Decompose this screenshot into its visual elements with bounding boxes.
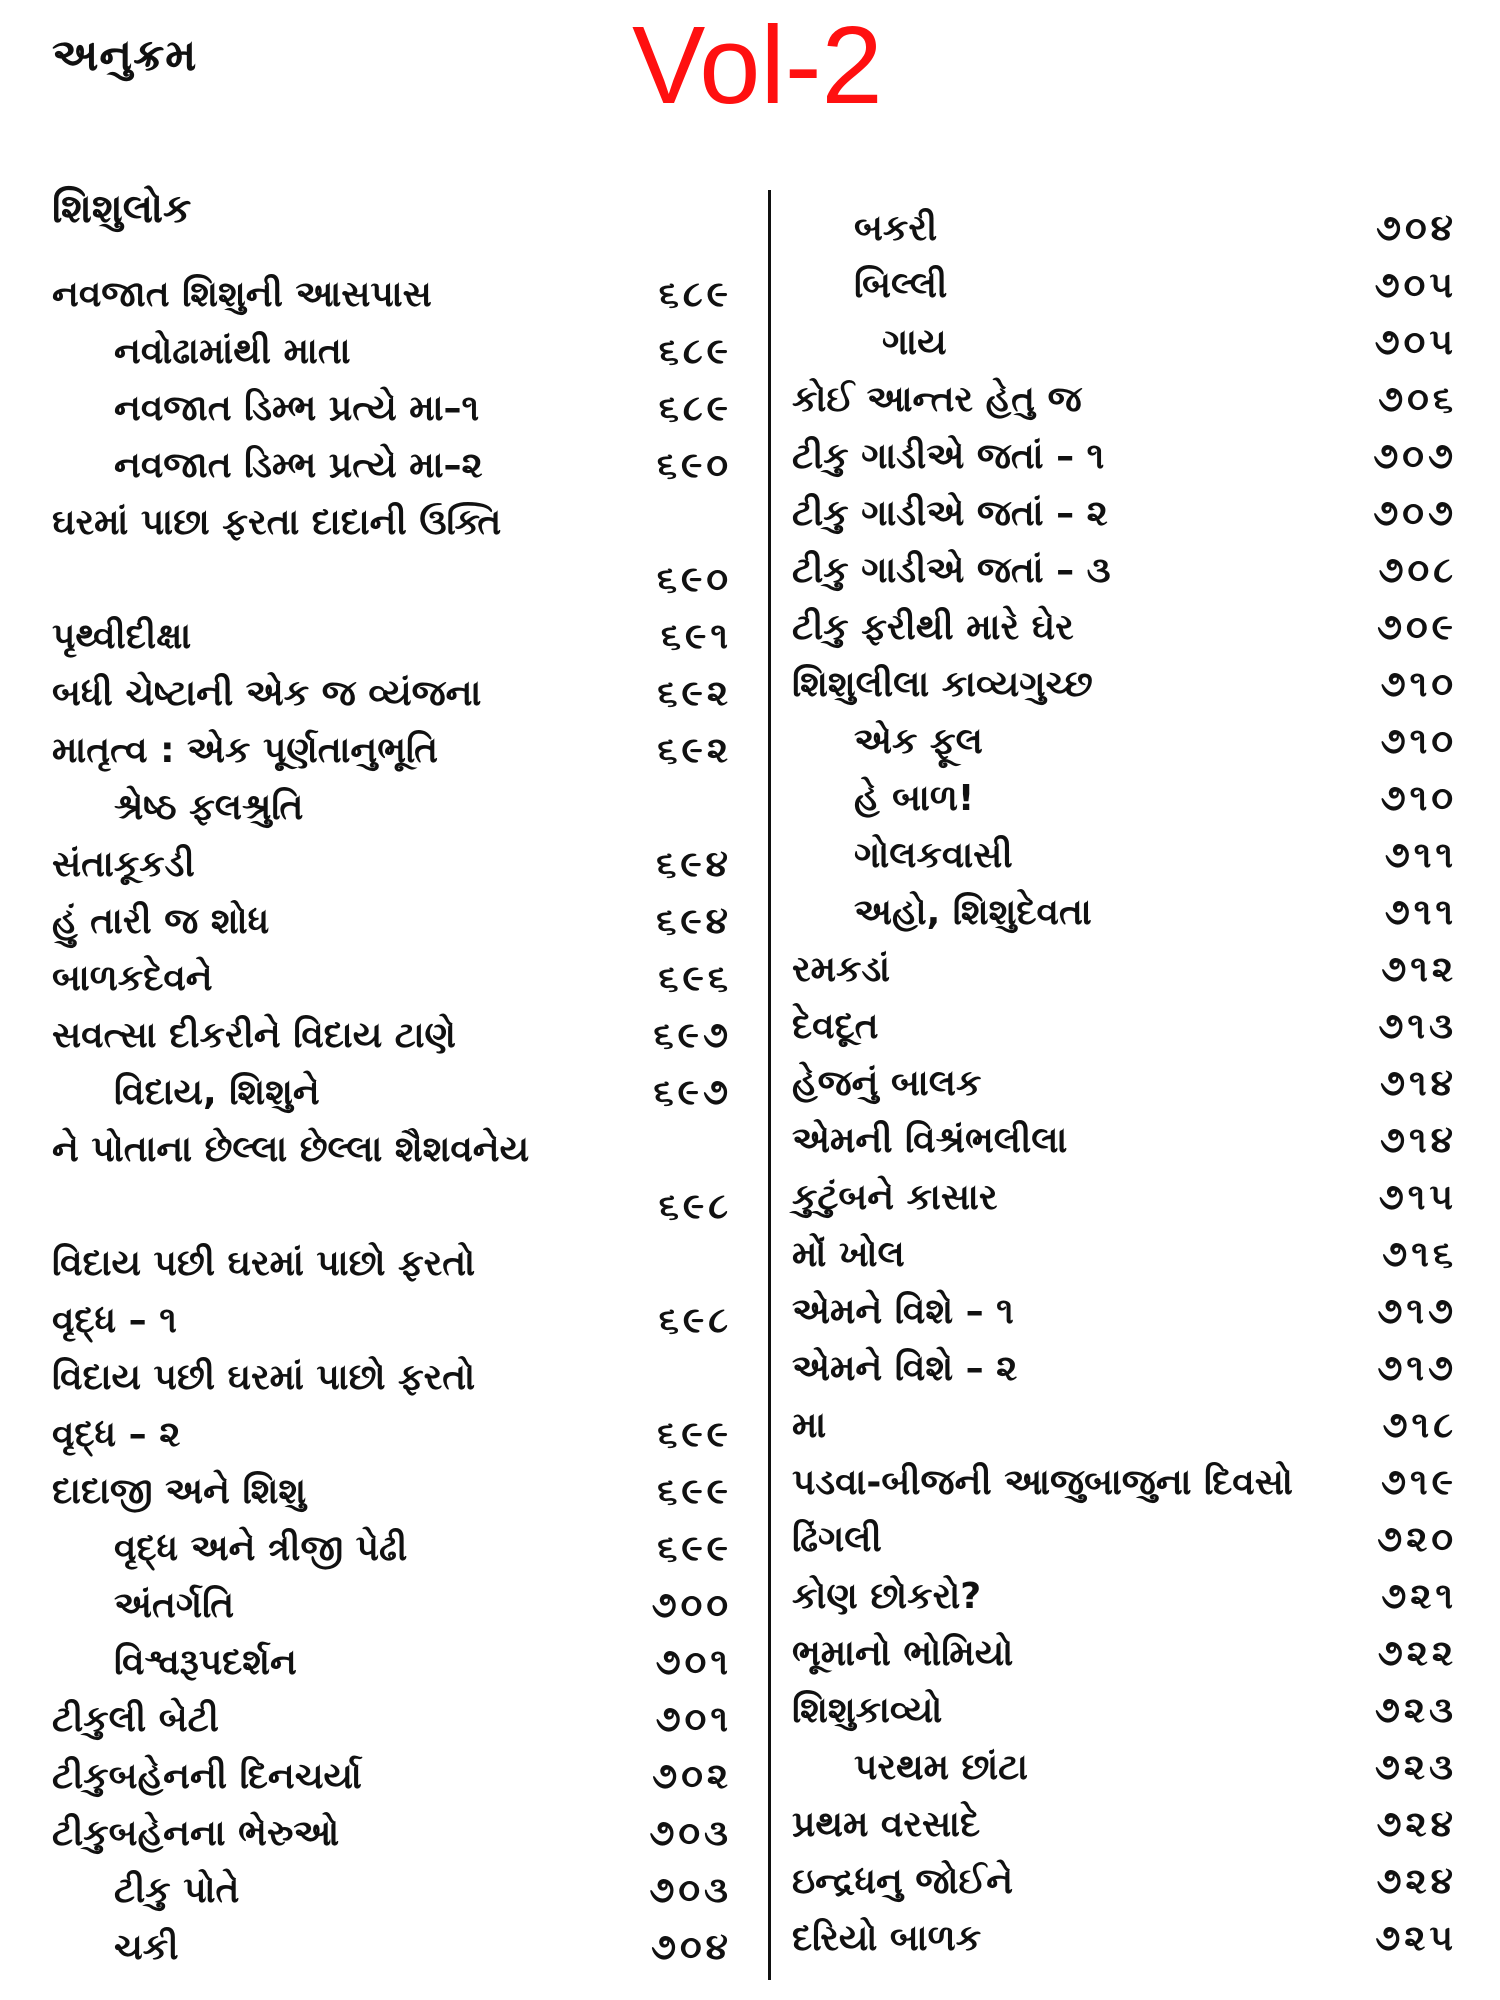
toc-entry <box>792 371 1457 428</box>
toc-entry-title: વિદાય પછી ઘરમાં પાછો ફરતો <box>52 1243 476 1284</box>
toc-entry-title: બકરી <box>854 208 938 249</box>
toc-entry-page: ૬૯૭ <box>653 1015 732 1056</box>
toc-entry <box>52 608 732 665</box>
toc-entry <box>52 380 732 437</box>
toc-entry <box>792 770 1457 827</box>
toc-entry <box>52 1235 732 1292</box>
toc-entry-title: પૃથ્વીદીક્ષા <box>52 616 192 657</box>
toc-entry-page: ૬૯૨ <box>657 730 732 771</box>
toc-entry-page: ૭૨૪ <box>1376 1861 1457 1902</box>
toc-entry-title: સંતાકૂકડી <box>52 844 195 885</box>
toc-entry <box>792 827 1457 884</box>
toc-entry <box>52 1121 732 1178</box>
toc-entry <box>792 1682 1457 1739</box>
toc-entry <box>52 665 732 722</box>
toc-entry-page: ૭૧૩ <box>1378 1006 1457 1047</box>
toc-right-column <box>792 200 1457 1967</box>
toc-entry-title: ચકી <box>114 1927 179 1968</box>
toc-entry-title: એમને વિશે – ૨ <box>792 1348 1018 1389</box>
toc-entry-title: હું તારી જ શોધ <box>52 901 270 942</box>
toc-entry-page: ૭૦૪ <box>650 1927 732 1968</box>
toc-entry-title: નવોઢામાંથી માતા <box>114 331 351 372</box>
toc-entry <box>52 1463 732 1520</box>
toc-entry-title: શિશુલીલા કાવ્યગુચ્છ <box>792 664 1093 705</box>
toc-entry-title: એક ફૂલ <box>854 721 983 762</box>
toc-entry-page: ૭૧૧ <box>1384 892 1457 933</box>
toc-entry-title: અહો, શિશુદેવતા <box>854 892 1092 933</box>
toc-entry-page: ૭૦૦ <box>651 1585 732 1626</box>
toc-entry <box>792 1169 1457 1226</box>
toc-entry-page: ૬૯૨ <box>657 673 732 714</box>
toc-entry-title: એમને વિશે – ૧ <box>792 1291 1014 1332</box>
toc-entry-page: ૬૯૯ <box>657 1528 732 1569</box>
toc-entry <box>52 1805 732 1862</box>
toc-entry <box>52 893 732 950</box>
toc-entry <box>52 1691 732 1748</box>
toc-entry-page: ૭૨૩ <box>1374 1690 1457 1731</box>
toc-entry <box>792 485 1457 542</box>
toc-entry-page: ૬૮૯ <box>658 331 732 372</box>
toc-title: અનુક્રમ <box>52 30 198 81</box>
toc-entry-title: ટીકુ ગાડીએ જતાં – ૩ <box>792 550 1111 591</box>
toc-entry-title: ટીકુબહેનના ભેરુઓ <box>52 1813 340 1854</box>
toc-entry-title: ને પોતાના છેલ્લા છેલ્લા શૈશવનેય <box>52 1129 530 1170</box>
toc-entry <box>792 713 1457 770</box>
toc-entry-page: ૭૧૭ <box>1377 1348 1457 1389</box>
toc-entry-page: ૬૯૪ <box>656 844 732 885</box>
toc-entry <box>52 836 732 893</box>
toc-entry-title: રમકડાં <box>792 949 891 990</box>
toc-entry <box>792 1568 1457 1625</box>
column-divider <box>768 190 771 1980</box>
toc-entry <box>792 599 1457 656</box>
toc-entry-page: ૭૧૯ <box>1381 1462 1457 1503</box>
toc-entry <box>792 884 1457 941</box>
toc-entry-title: બાળકદેવને <box>52 958 213 999</box>
toc-entry-page: ૬૯૦ <box>656 559 732 600</box>
toc-entry-title: મોં ખોલ <box>792 1234 905 1275</box>
toc-entry-title: પડવા-બીજની આજુબાજુના દિવસો <box>792 1462 1293 1503</box>
toc-entry-page: ૭૧૨ <box>1381 949 1457 990</box>
toc-entry <box>792 314 1457 371</box>
toc-entry-title: શિશુકાવ્યો <box>792 1690 943 1731</box>
toc-entry-page: ૭૧૧ <box>1384 835 1457 876</box>
volume-label: Vol-2 <box>632 4 883 127</box>
toc-entry <box>792 1055 1457 1112</box>
toc-entry-title: વિદાય પછી ઘરમાં પાછો ફરતો <box>52 1357 476 1398</box>
toc-entry-title: નવજાત ડિમ્ભ પ્રત્યે મા–૧ <box>114 388 480 429</box>
toc-entry-page: ૭૧૦ <box>1380 778 1457 819</box>
toc-entry <box>52 1178 732 1235</box>
toc-entry-page: ૬૯૮ <box>658 1186 732 1227</box>
toc-entry <box>52 1349 732 1406</box>
toc-entry <box>792 941 1457 998</box>
toc-entry-page: ૬૮૯ <box>658 388 732 429</box>
toc-entry <box>792 1625 1457 1682</box>
toc-entry-page: ૭૨૦ <box>1377 1519 1457 1560</box>
toc-entry-page: ૭૧૪ <box>1380 1120 1457 1161</box>
toc-entry <box>52 1406 732 1463</box>
toc-entry-title: અંતર્ગતિ <box>114 1585 235 1626</box>
toc-entry-page: ૭૧૦ <box>1380 664 1457 705</box>
toc-entry-title: ટીકુબહેનની દિનચર્યા <box>52 1756 362 1797</box>
toc-entry-page: ૭૧૪ <box>1380 1063 1457 1104</box>
toc-entry-title: નવજાત ડિમ્ભ પ્રત્યે મા–૨ <box>114 445 483 486</box>
toc-entry <box>52 551 732 608</box>
toc-entry <box>792 1397 1457 1454</box>
toc-entry <box>52 1007 732 1064</box>
toc-entry-title: હેજનું બાલક <box>792 1063 982 1104</box>
toc-entry-title: ગાય <box>882 322 947 363</box>
toc-entry-page: ૬૯૦ <box>656 445 732 486</box>
toc-entry <box>792 1283 1457 1340</box>
toc-entry-title: વૃદ્ધ અને ત્રીજી પેઢી <box>114 1528 408 1569</box>
toc-entry-title: ઇન્દ્રધનુ જોઈને <box>792 1861 1014 1902</box>
toc-entry-title: માતૃત્વ : એક પૂર્ણતાનુભૂતિ <box>52 730 439 771</box>
toc-entry-page: ૬૯૪ <box>656 901 732 942</box>
toc-entry-page: ૭૦૩ <box>649 1813 732 1854</box>
toc-entry <box>52 1577 732 1634</box>
section-heading: શિશુલોક <box>52 186 192 232</box>
toc-entry <box>792 1340 1457 1397</box>
toc-entry-title: નવજાત શિશુની આસપાસ <box>52 274 432 315</box>
toc-entry <box>52 1862 732 1919</box>
toc-entry-page: ૭૦૫ <box>1374 265 1457 306</box>
toc-entry-title: હે બાળ! <box>854 778 975 819</box>
toc-entry <box>792 656 1457 713</box>
toc-entry <box>52 266 732 323</box>
toc-entry-page: ૭૦૮ <box>1378 550 1457 591</box>
toc-entry-page: ૬૯૮ <box>658 1300 732 1341</box>
toc-entry <box>52 323 732 380</box>
toc-entry <box>792 1853 1457 1910</box>
toc-entry <box>52 950 732 1007</box>
toc-entry-page: ૭૦૩ <box>649 1870 732 1911</box>
toc-entry <box>792 1112 1457 1169</box>
toc-entry-title: ઢિંગલી <box>792 1519 882 1560</box>
toc-entry-title: ટીકુ ગાડીએ જતાં – ૨ <box>792 493 1108 534</box>
toc-entry-title: મા <box>792 1405 827 1446</box>
toc-entry <box>792 1910 1457 1967</box>
toc-entry-title: કોઈ આન્તર હેતુ જ <box>792 379 1082 420</box>
toc-entry-title: દરિયો બાળક <box>792 1918 982 1959</box>
toc-entry-title: શ્રેષ્ઠ ફલશ્રુતિ <box>114 787 304 828</box>
toc-entry-title: વિશ્વરૂપદર્શન <box>114 1642 297 1683</box>
toc-entry-title: ગોલકવાસી <box>854 835 1013 876</box>
toc-entry-title: કોણ છોકરો? <box>792 1576 982 1617</box>
toc-entry-title: ટીકુ ફરીથી મારે ઘેર <box>792 607 1074 648</box>
toc-entry <box>52 1748 732 1805</box>
toc-entry-page: ૬૯૯ <box>657 1471 732 1512</box>
toc-entry-title: ઘરમાં પાછા ફરતા દાદાની ઉક્તિ <box>52 502 502 543</box>
toc-entry-page: ૭૧૫ <box>1378 1177 1457 1218</box>
toc-entry <box>792 1454 1457 1511</box>
toc-entry-title: કુટુંબને કાસાર <box>792 1177 998 1218</box>
toc-entry-title: વૃદ્ધ – ૧ <box>52 1300 177 1341</box>
toc-entry <box>52 494 732 551</box>
toc-entry-page: ૭૦૭ <box>1373 493 1457 534</box>
toc-entry-title: પરથમ છાંટા <box>854 1747 1028 1788</box>
toc-entry-title: એમની વિશ્રંભલીલા <box>792 1120 1068 1161</box>
toc-entry <box>52 1634 732 1691</box>
toc-entry-page: ૭૦૯ <box>1376 607 1457 648</box>
toc-entry-page: ૭૨૩ <box>1374 1747 1457 1788</box>
toc-entry-title: પ્રથમ વરસાદે <box>792 1804 981 1845</box>
toc-entry-title: દેવદૂત <box>792 1006 879 1047</box>
toc-entry <box>52 779 732 836</box>
toc-entry-page: ૭૨૨ <box>1377 1633 1457 1674</box>
toc-entry <box>52 437 732 494</box>
toc-entry-title: ટીકુ પોતે <box>114 1870 240 1911</box>
toc-entry-page: ૬૯૭ <box>653 1072 732 1113</box>
toc-entry-page: ૭૧૮ <box>1382 1405 1457 1446</box>
toc-entry-page: ૭૨૧ <box>1381 1576 1457 1617</box>
toc-entry-page: ૭૨૪ <box>1376 1804 1457 1845</box>
toc-entry-page: ૭૦૪ <box>1375 208 1457 249</box>
toc-entry-page: ૬૯૧ <box>660 616 732 657</box>
toc-entry-title: વિદાય, શિશુને <box>114 1072 320 1113</box>
toc-entry-page: ૭૦૫ <box>1374 322 1457 363</box>
toc-entry-page: ૬૯૬ <box>658 958 732 999</box>
toc-entry-title: દાદાજી અને શિશુ <box>52 1471 307 1512</box>
toc-entry-title: ટીકુલી બેટી <box>52 1699 219 1740</box>
toc-entry <box>792 1226 1457 1283</box>
toc-entry <box>52 1064 732 1121</box>
toc-entry <box>792 1511 1457 1568</box>
toc-entry-title: વૃદ્ધ – ૨ <box>52 1414 181 1455</box>
toc-entry <box>792 998 1457 1055</box>
toc-entry-page: ૬૯૯ <box>657 1414 732 1455</box>
toc-entry-page: ૭૨૫ <box>1375 1918 1457 1959</box>
toc-entry-title: ટીકુ ગાડીએ જતાં – ૧ <box>792 436 1105 477</box>
toc-entry <box>52 1292 732 1349</box>
toc-entry-title: બધી ચેષ્ટાની એક જ વ્યંજના <box>52 673 482 714</box>
toc-entry-page: ૭૦૭ <box>1373 436 1457 477</box>
toc-entry-page: ૭૦૧ <box>655 1699 732 1740</box>
toc-entry <box>792 1796 1457 1853</box>
toc-entry <box>52 1919 732 1976</box>
toc-entry <box>52 722 732 779</box>
toc-left-column <box>52 266 732 1976</box>
toc-entry-page: ૭૦૧ <box>655 1642 732 1683</box>
toc-entry <box>792 428 1457 485</box>
toc-entry-title: સવત્સા દીકરીને વિદાય ટાણે <box>52 1015 456 1056</box>
toc-entry <box>792 542 1457 599</box>
toc-entry-page: ૬૮૯ <box>658 274 732 315</box>
toc-entry <box>52 1520 732 1577</box>
toc-entry <box>792 200 1457 257</box>
toc-entry-title: ભૂમાનો ભોમિયો <box>792 1633 1014 1674</box>
toc-entry-page: ૭૧૦ <box>1380 721 1457 762</box>
toc-entry-title: બિલ્લી <box>854 265 948 306</box>
toc-entry-page: ૭૧૬ <box>1382 1234 1457 1275</box>
toc-entry <box>792 1739 1457 1796</box>
toc-entry-page: ૭૧૭ <box>1377 1291 1457 1332</box>
toc-entry <box>792 257 1457 314</box>
toc-entry-page: ૭૦૬ <box>1378 379 1457 420</box>
toc-entry-page: ૭૦૨ <box>652 1756 732 1797</box>
